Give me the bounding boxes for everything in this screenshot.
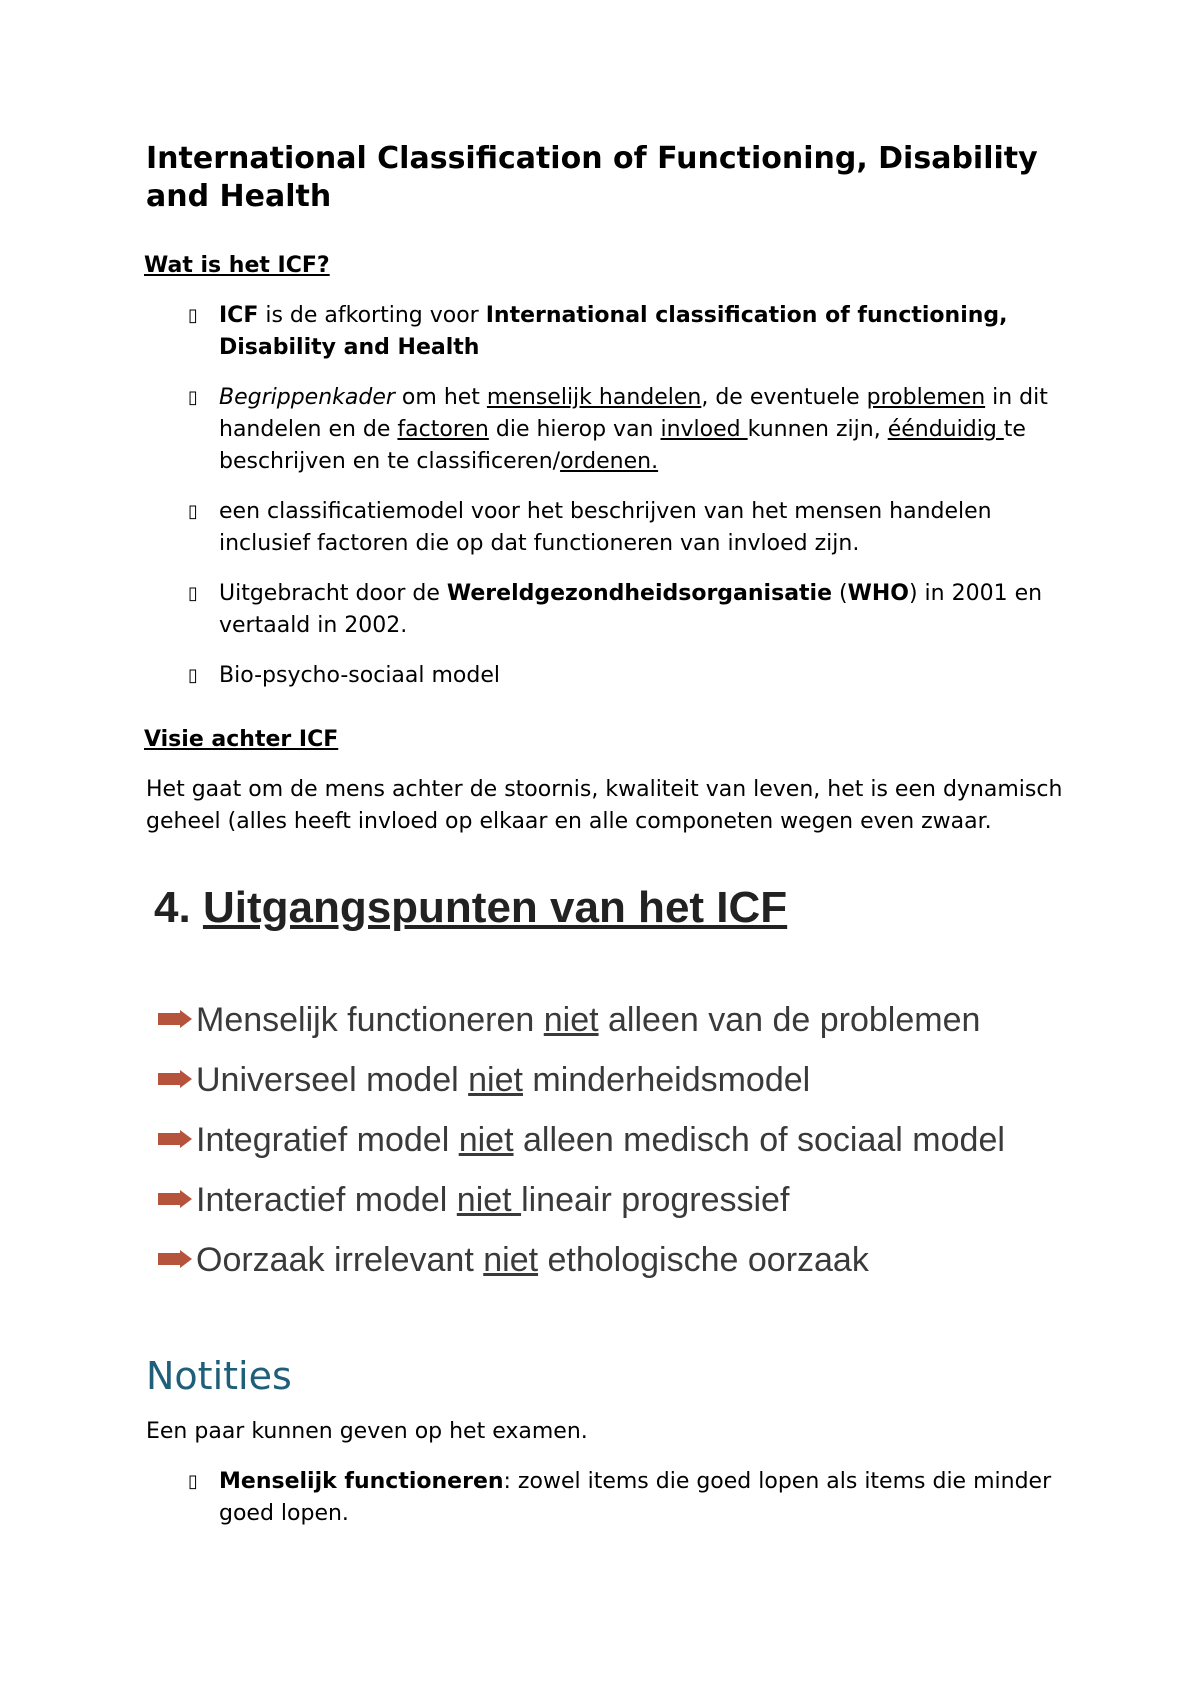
square-bullet-icon: ▯	[188, 501, 198, 522]
arrow-right-icon	[158, 1190, 192, 1208]
text-bold: WHO	[847, 581, 909, 606]
slide-bullet-list	[158, 990, 1005, 1290]
text-underlined: niet	[543, 1001, 599, 1039]
list-item	[146, 1466, 1066, 1530]
text: Bio-psycho-sociaal model	[219, 663, 501, 688]
slide-image	[146, 880, 1066, 1280]
text: alleen van de problemen	[598, 1001, 981, 1039]
slide-title	[154, 880, 787, 936]
notes-list	[146, 1466, 1066, 1530]
slide-list-item	[158, 1170, 1005, 1230]
text-underlined: menselijk handelen	[486, 385, 702, 410]
text: ) in 2001 en vertaald in 2002.	[219, 581, 1043, 638]
slide-number: 4.	[154, 883, 191, 932]
text-italic: Begrippenkader	[219, 385, 395, 410]
visie-paragraph: Het gaat om de mens achter de stoornis, kwaliteit van leven, het is een dynamisch geheel (alles heeft invloed op elkaar en alle componeten wegen even zwaar.	[146, 777, 1063, 834]
text-underlined: factoren	[397, 417, 489, 442]
arrow-right-icon	[158, 1070, 192, 1088]
arrow-right-icon	[158, 1010, 192, 1028]
text: Menselijk functioneren	[196, 1001, 544, 1039]
text: Oorzaak irrelevant	[196, 1241, 484, 1279]
text: alleen medisch of sociaal model	[513, 1121, 1005, 1159]
section-heading-wat-is-icf: Wat is het ICF?	[144, 253, 330, 278]
text: is de afkorting voor	[258, 303, 486, 328]
document-page	[146, 140, 1066, 838]
text: kunnen zijn,	[747, 417, 888, 442]
text: om het	[394, 385, 487, 410]
square-bullet-icon: ▯	[188, 387, 198, 408]
slide-list-item	[158, 1050, 1005, 1110]
text-underlined: niet	[468, 1061, 523, 1099]
square-bullet-icon: ▯	[188, 305, 198, 326]
text-underlined: ordenen.	[560, 449, 659, 474]
text: Universeel model	[196, 1061, 469, 1099]
text-underlined: niet	[458, 1121, 514, 1159]
section-heading-visie: Visie achter ICF	[144, 727, 339, 752]
text-bold: International classification of functioning, Disability and Health	[219, 303, 1008, 360]
text: Integratief model	[196, 1121, 459, 1159]
square-bullet-icon: ▯	[188, 583, 198, 604]
text: in dit handelen en de	[219, 385, 1048, 442]
text: lineair progressief	[521, 1181, 790, 1219]
text: een classificatiemodel voor het beschrijven van het mensen handelen inclusief factoren die op dat functioneren van invloed zijn.	[219, 499, 992, 556]
text-bold: Wereldgezondheidsorganisatie	[446, 581, 833, 606]
text: ethologische oorzaak	[538, 1241, 869, 1279]
text-bold: ICF	[219, 303, 259, 328]
text: minderheidsmodel	[522, 1061, 811, 1099]
icf-definition-list	[146, 300, 1066, 692]
notes-intro: Een paar kunnen geven op het examen.	[146, 1419, 588, 1444]
document-title: International Classification of Functioning, Disability and Health	[146, 141, 1038, 214]
text-underlined: niet	[456, 1181, 522, 1219]
text-underlined: éénduidig	[887, 417, 1004, 442]
notes-section	[146, 1416, 1066, 1548]
slide-title-text: Uitgangspunten van het ICF	[202, 883, 788, 932]
text: , de eventuele	[701, 385, 867, 410]
square-bullet-icon: ▯	[188, 1471, 198, 1492]
text-underlined: problemen	[866, 385, 986, 410]
arrow-right-icon	[158, 1130, 192, 1148]
arrow-right-icon	[158, 1250, 192, 1268]
list-item	[146, 660, 1066, 692]
slide-list-item	[158, 990, 1005, 1050]
slide-list-item	[158, 1230, 1005, 1290]
text: te beschrijven en te classificeren/	[219, 417, 1026, 474]
text-underlined: niet	[483, 1241, 539, 1279]
list-item	[146, 382, 1066, 478]
text-bold: Menselijk functioneren	[219, 1469, 504, 1494]
square-bullet-icon: ▯	[188, 665, 198, 686]
text: Interactief model	[196, 1181, 457, 1219]
slide-list-item	[158, 1110, 1005, 1170]
notes-heading: Notities	[146, 1354, 292, 1398]
list-item	[146, 496, 1066, 560]
text: (	[832, 581, 848, 606]
text: Uitgebracht door de	[219, 581, 447, 606]
text: die hierop van	[488, 417, 661, 442]
list-item	[146, 578, 1066, 642]
list-item	[146, 300, 1066, 364]
text-underlined: invloed	[660, 417, 748, 442]
text: : zowel items die goed lopen als items die minder goed lopen.	[219, 1469, 1052, 1526]
